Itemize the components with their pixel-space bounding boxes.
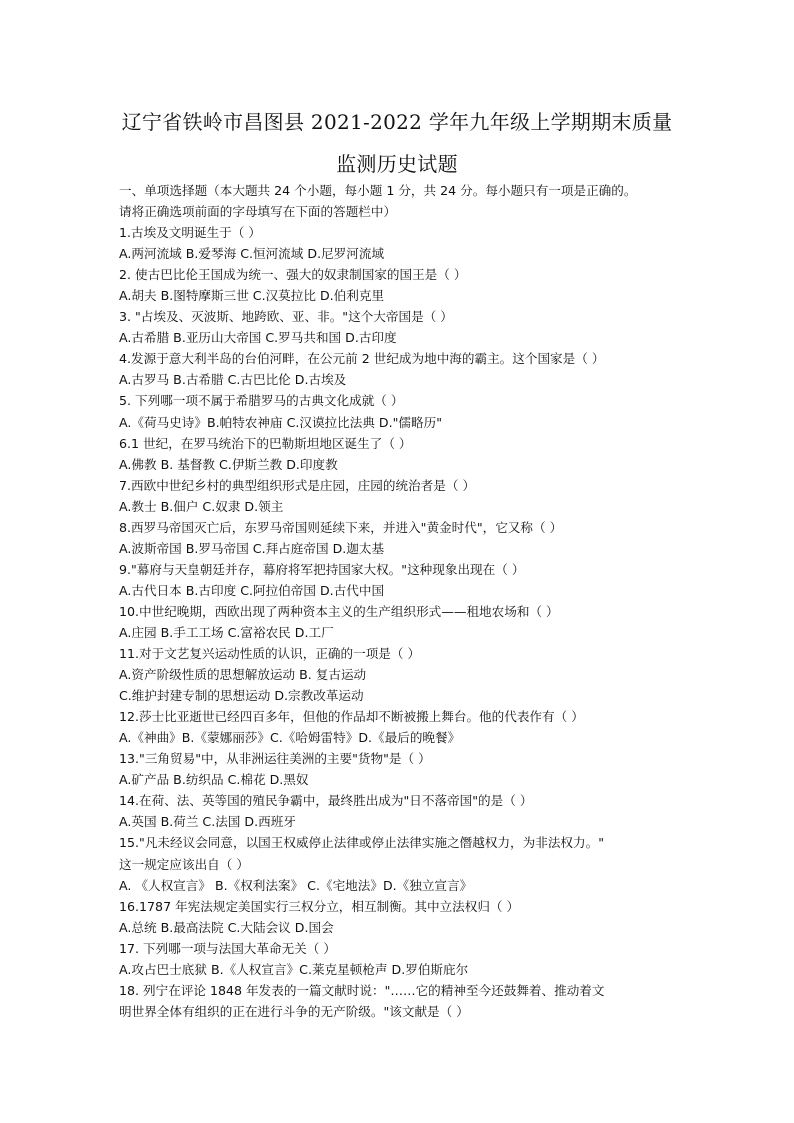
question-11: 11.对于文艺复兴运动性质的认识，正确的一项是（ ） [119, 646, 421, 662]
question-14: 14.在荷、法、英等国的殖民争霸中，最终胜出成为"日不落帝国"的是（ ） [119, 793, 533, 809]
question-8: 8.西罗马帝国灭亡后，东罗马帝国则延续下来，并进入"黄金时代"，它又称（ ） [119, 519, 563, 535]
question-16-options: A.总统 B.最高法院 C.大陆会议 D.国会 [119, 919, 334, 935]
question-10: 10.中世纪晚期，西欧出现了两种资本主义的生产组织形式——租地农场和（ ） [119, 603, 559, 619]
question-5-options: A.《荷马史诗》B.帕特农神庙 C.汉谟拉比法典 D."儒略历" [119, 414, 443, 430]
question-9: 9."幕府与天皇朝廷并存，幕府将军把持国家大权。"这种现象出现在（ ） [119, 561, 525, 577]
question-13-options: A.矿产品 B.纺织品 C.棉花 D.黑奴 [119, 772, 309, 788]
question-18-continued: 明世界全体有组织的正在进行斗争的无产阶级。"该文献是（ ） [119, 1003, 469, 1019]
exam-title-line-1: 辽宁省铁岭市昌图县 2021-2022 学年九年级上学期期末质量 [121, 110, 673, 134]
question-15: 15."凡未经议会同意，以国王权威停止法律或停止法律实施之僭越权力，为非法权力。" [119, 835, 604, 851]
question-2: 2. 使古巴比伦王国成为统一、强大的奴隶制国家的国王是（ ） [119, 267, 467, 283]
question-4-options: A.古罗马 B.古希腊 C.古巴比伦 D.古埃及 [119, 372, 347, 388]
question-8-options: A.波斯帝国 B.罗马帝国 C.拜占庭帝国 D.迦太基 [119, 540, 385, 556]
question-9-options: A.古代日本 B.古印度 C.阿拉伯帝国 D.古代中国 [119, 582, 385, 598]
question-3: 3. "占埃及、灭波斯、地跨欧、亚、非。"这个大帝国是（ ） [119, 309, 453, 325]
question-14-options: A.英国 B.荷兰 C.法国 D.西班牙 [119, 814, 296, 830]
question-12-options: A.《神曲》B.《蒙娜丽莎》C.《哈姆雷特》D.《最后的晚餐》 [119, 730, 461, 746]
question-13: 13."三角贸易"中，从非洲运往美洲的主要"货物"是（ ） [119, 751, 431, 767]
question-3-options: A.古希腊 B.亚历山大帝国 C.罗马共和国 D.古印度 [119, 330, 397, 346]
question-11-options-cd: C.维护封建专制的思想运动 D.宗教改革运动 [119, 688, 364, 704]
question-6-options: A.佛教 B. 基督教 C.伊斯兰教 D.印度教 [119, 456, 338, 472]
question-7-options: A.教士 B.佃户 C.奴隶 D.领主 [119, 498, 284, 514]
question-1: 1.古埃及文明诞生于（ ） [119, 225, 261, 241]
question-15-options: A. 《人权宣言》 B.《权利法案》 C.《宅地法》D.《独立宣言》 [119, 877, 473, 893]
question-7: 7.西欧中世纪乡村的典型组织形式是庄园，庄园的统治者是（ ） [119, 477, 476, 493]
question-4: 4.发源于意大利半岛的台伯河畔，在公元前 2 世纪成为地中海的霸主。这个国家是（ ） [119, 351, 605, 367]
question-18: 18. 列宁在评论 1848 年发表的一篇文献时说："……它的精神至今还鼓舞着、推动着文 [119, 982, 605, 998]
section-instruction: 请将正确选项前面的字母填写在下面的答题栏中） [119, 204, 397, 220]
exam-title-line-2: 监测历史试题 [336, 152, 458, 176]
question-15-continued: 这一规定应该出自（ ） [119, 856, 249, 872]
question-1-options: A.两河流域 B.爱琴海 C.恒河流域 D.尼罗河流域 [119, 246, 385, 262]
section-heading: 一、单项选择题（本大题共 24 个小题，每小题 1 分，共 24 分。每小题只有一项是正确的。 [119, 183, 637, 198]
question-12: 12.莎士比亚逝世已经四百多年，但他的作品却不断被搬上舞台。他的代表作有（ ） [119, 709, 584, 725]
question-16: 16.1787 年宪法规定美国实行三权分立，相互制衡。其中立法权归（ ） [119, 898, 520, 914]
question-17-options: A.攻占巴士底狱 B.《人权宣言》C.莱克星顿枪声 D.罗伯斯庇尔 [119, 961, 469, 977]
question-5: 5. 下列哪一项不属于希腊罗马的古典文化成就（ ） [119, 393, 404, 409]
question-list [119, 180, 694, 1022]
question-17: 17. 下列哪一项与法国大革命无关（ ） [119, 940, 336, 956]
question-10-options: A.庄园 B.手工工场 C.富裕农民 D.工厂 [119, 624, 334, 640]
question-6: 6.1 世纪，在罗马统治下的巴勒斯坦地区诞生了（ ） [119, 435, 412, 451]
question-2-options: A.胡夫 B.图特摩斯三世 C.汉莫拉比 D.伯利克里 [119, 288, 385, 304]
question-11-options-ab: A.资产阶级性质的思想解放运动 B. 复古运动 [119, 667, 367, 683]
